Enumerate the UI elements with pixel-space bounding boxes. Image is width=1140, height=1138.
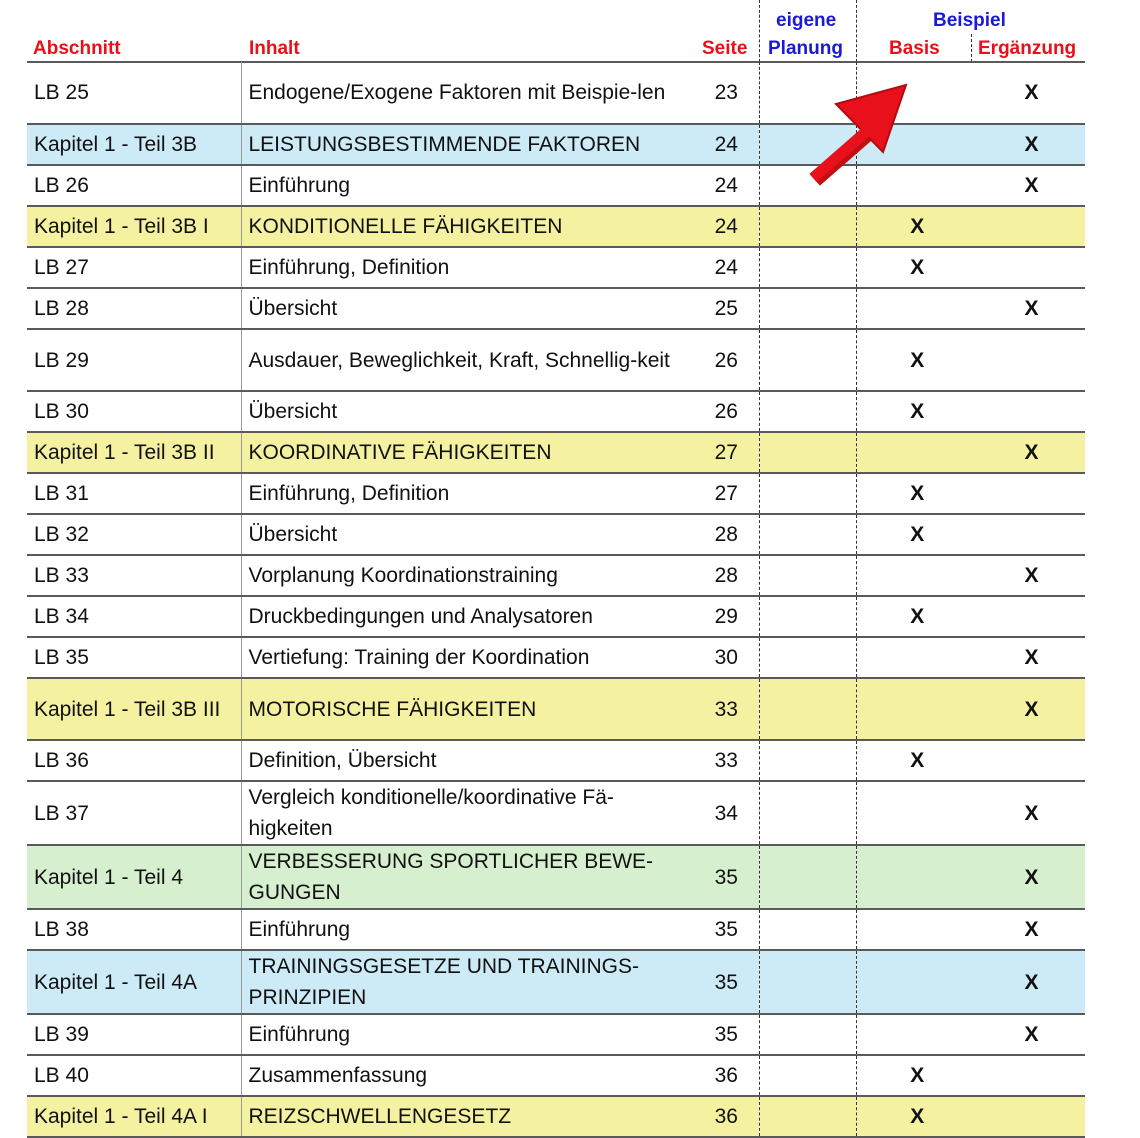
cell-ergaenzung: X: [978, 678, 1085, 740]
cell-abschnitt: LB 25: [27, 62, 241, 124]
cell-abschnitt: LB 29: [27, 329, 241, 391]
header-abschnitt: Abschnitt: [33, 38, 121, 59]
cell-basis: X: [856, 391, 978, 432]
cell-abschnitt: Kapitel 1 - Teil 4A I: [27, 1096, 241, 1137]
cell-inhalt: Ausdauer, Beweglichkeit, Kraft, Schnellig-keit: [241, 329, 694, 391]
cell-ergaenzung: X: [978, 432, 1085, 473]
cell-abschnitt: LB 40: [27, 1055, 241, 1096]
header-ergaenzung: Ergänzung: [978, 38, 1077, 59]
cell-seite: 24: [694, 206, 759, 247]
cell-abschnitt: LB 34: [27, 596, 241, 637]
header-planung-line1: eigene: [776, 10, 837, 31]
header-beispiel: Beispiel: [933, 10, 1006, 31]
cell-abschnitt: LB 26: [27, 165, 241, 206]
cell-seite: 27: [694, 473, 759, 514]
cell-inhalt: KONDITIONELLE FÄHIGKEITEN: [241, 206, 694, 247]
header-basis: Basis: [889, 38, 940, 59]
cell-seite: 25: [694, 288, 759, 329]
cell-ergaenzung: X: [978, 165, 1085, 206]
cell-abschnitt: LB 28: [27, 288, 241, 329]
cell-abschnitt: LB 32: [27, 514, 241, 555]
cell-ergaenzung: X: [978, 555, 1085, 596]
cell-seite: 24: [694, 165, 759, 206]
cell-seite: 33: [694, 678, 759, 740]
cell-inhalt: Vergleich konditionelle/koordinative Fä-higkeiten: [241, 781, 694, 845]
cell-abschnitt: LB 33: [27, 555, 241, 596]
cell-inhalt: Zusammenfassung: [241, 1055, 694, 1096]
cell-seite: 24: [694, 247, 759, 288]
cell-abschnitt: Kapitel 1 - Teil 3B: [27, 124, 241, 165]
cell-seite: 28: [694, 514, 759, 555]
cell-inhalt: VERBESSERUNG SPORTLICHER BEWE-GUNGEN: [241, 845, 694, 909]
cell-inhalt: Einführung, Definition: [241, 473, 694, 514]
cell-inhalt: Definition, Übersicht: [241, 740, 694, 781]
cell-seite: 36: [694, 1096, 759, 1137]
cell-abschnitt: Kapitel 1 - Teil 3B II: [27, 432, 241, 473]
cell-ergaenzung: X: [978, 288, 1085, 329]
cell-basis: X: [856, 1096, 978, 1137]
cell-seite: 35: [694, 909, 759, 950]
cell-abschnitt: Kapitel 1 - Teil 4A: [27, 950, 241, 1014]
cell-basis: X: [856, 329, 978, 391]
cell-inhalt: Vorplanung Koordinationstraining: [241, 555, 694, 596]
cell-seite: 35: [694, 1014, 759, 1055]
cell-inhalt: REIZSCHWELLENGESETZ: [241, 1096, 694, 1137]
cell-seite: 35: [694, 845, 759, 909]
cell-abschnitt: Kapitel 1 - Teil 3B III: [27, 678, 241, 740]
cell-ergaenzung: X: [978, 909, 1085, 950]
cell-seite: 29: [694, 596, 759, 637]
cell-inhalt: Druckbedingungen und Analysatoren: [241, 596, 694, 637]
cell-inhalt: Übersicht: [241, 391, 694, 432]
cell-abschnitt: Kapitel 1 - Teil 4: [27, 845, 241, 909]
cell-ergaenzung: X: [978, 124, 1085, 165]
cell-seite: 34: [694, 781, 759, 845]
cell-inhalt: Übersicht: [241, 288, 694, 329]
cell-abschnitt: LB 27: [27, 247, 241, 288]
cell-inhalt: Einführung: [241, 165, 694, 206]
cell-basis: X: [856, 206, 978, 247]
cell-abschnitt: LB 35: [27, 637, 241, 678]
cell-basis: X: [856, 473, 978, 514]
cell-abschnitt: LB 31: [27, 473, 241, 514]
cell-ergaenzung: X: [978, 637, 1085, 678]
cell-basis: X: [856, 740, 978, 781]
cell-seite: 26: [694, 391, 759, 432]
cell-seite: 30: [694, 637, 759, 678]
header-planung-line2: Planung: [768, 38, 843, 59]
cell-inhalt: Vertiefung: Training der Koordination: [241, 637, 694, 678]
cell-inhalt: LEISTUNGSBESTIMMENDE FAKTOREN: [241, 124, 694, 165]
cell-inhalt: Einführung, Definition: [241, 247, 694, 288]
cell-inhalt: MOTORISCHE FÄHIGKEITEN: [241, 678, 694, 740]
cell-inhalt: Einführung: [241, 1014, 694, 1055]
cell-ergaenzung: X: [978, 950, 1085, 1014]
cell-seite: 33: [694, 740, 759, 781]
cell-seite: 28: [694, 555, 759, 596]
cell-inhalt: TRAININGSGESETZE UND TRAININGS-PRINZIPIEN: [241, 950, 694, 1014]
header-inhalt: Inhalt: [249, 38, 300, 59]
cell-inhalt: Übersicht: [241, 514, 694, 555]
cell-abschnitt: LB 38: [27, 909, 241, 950]
cell-abschnitt: LB 30: [27, 391, 241, 432]
cell-seite: 27: [694, 432, 759, 473]
cell-basis: X: [856, 1055, 978, 1096]
cell-seite: 23: [694, 62, 759, 124]
cell-ergaenzung: X: [978, 1014, 1085, 1055]
cell-ergaenzung: X: [978, 781, 1085, 845]
cell-abschnitt: LB 36: [27, 740, 241, 781]
cell-seite: 24: [694, 124, 759, 165]
cell-inhalt: Endogene/Exogene Faktoren mit Beispie-len: [241, 62, 694, 124]
header-seite: Seite: [702, 38, 748, 59]
cell-basis: X: [856, 514, 978, 555]
cell-inhalt: KOORDINATIVE FÄHIGKEITEN: [241, 432, 694, 473]
cell-seite: 35: [694, 950, 759, 1014]
cell-abschnitt: LB 39: [27, 1014, 241, 1055]
cell-abschnitt: Kapitel 1 - Teil 3B I: [27, 206, 241, 247]
cell-ergaenzung: X: [978, 845, 1085, 909]
cell-seite: 26: [694, 329, 759, 391]
cell-abschnitt: LB 37: [27, 781, 241, 845]
cell-inhalt: Einführung: [241, 909, 694, 950]
cell-basis: X: [856, 247, 978, 288]
cell-ergaenzung: X: [978, 62, 1085, 124]
cell-seite: 36: [694, 1055, 759, 1096]
cell-basis: X: [856, 596, 978, 637]
